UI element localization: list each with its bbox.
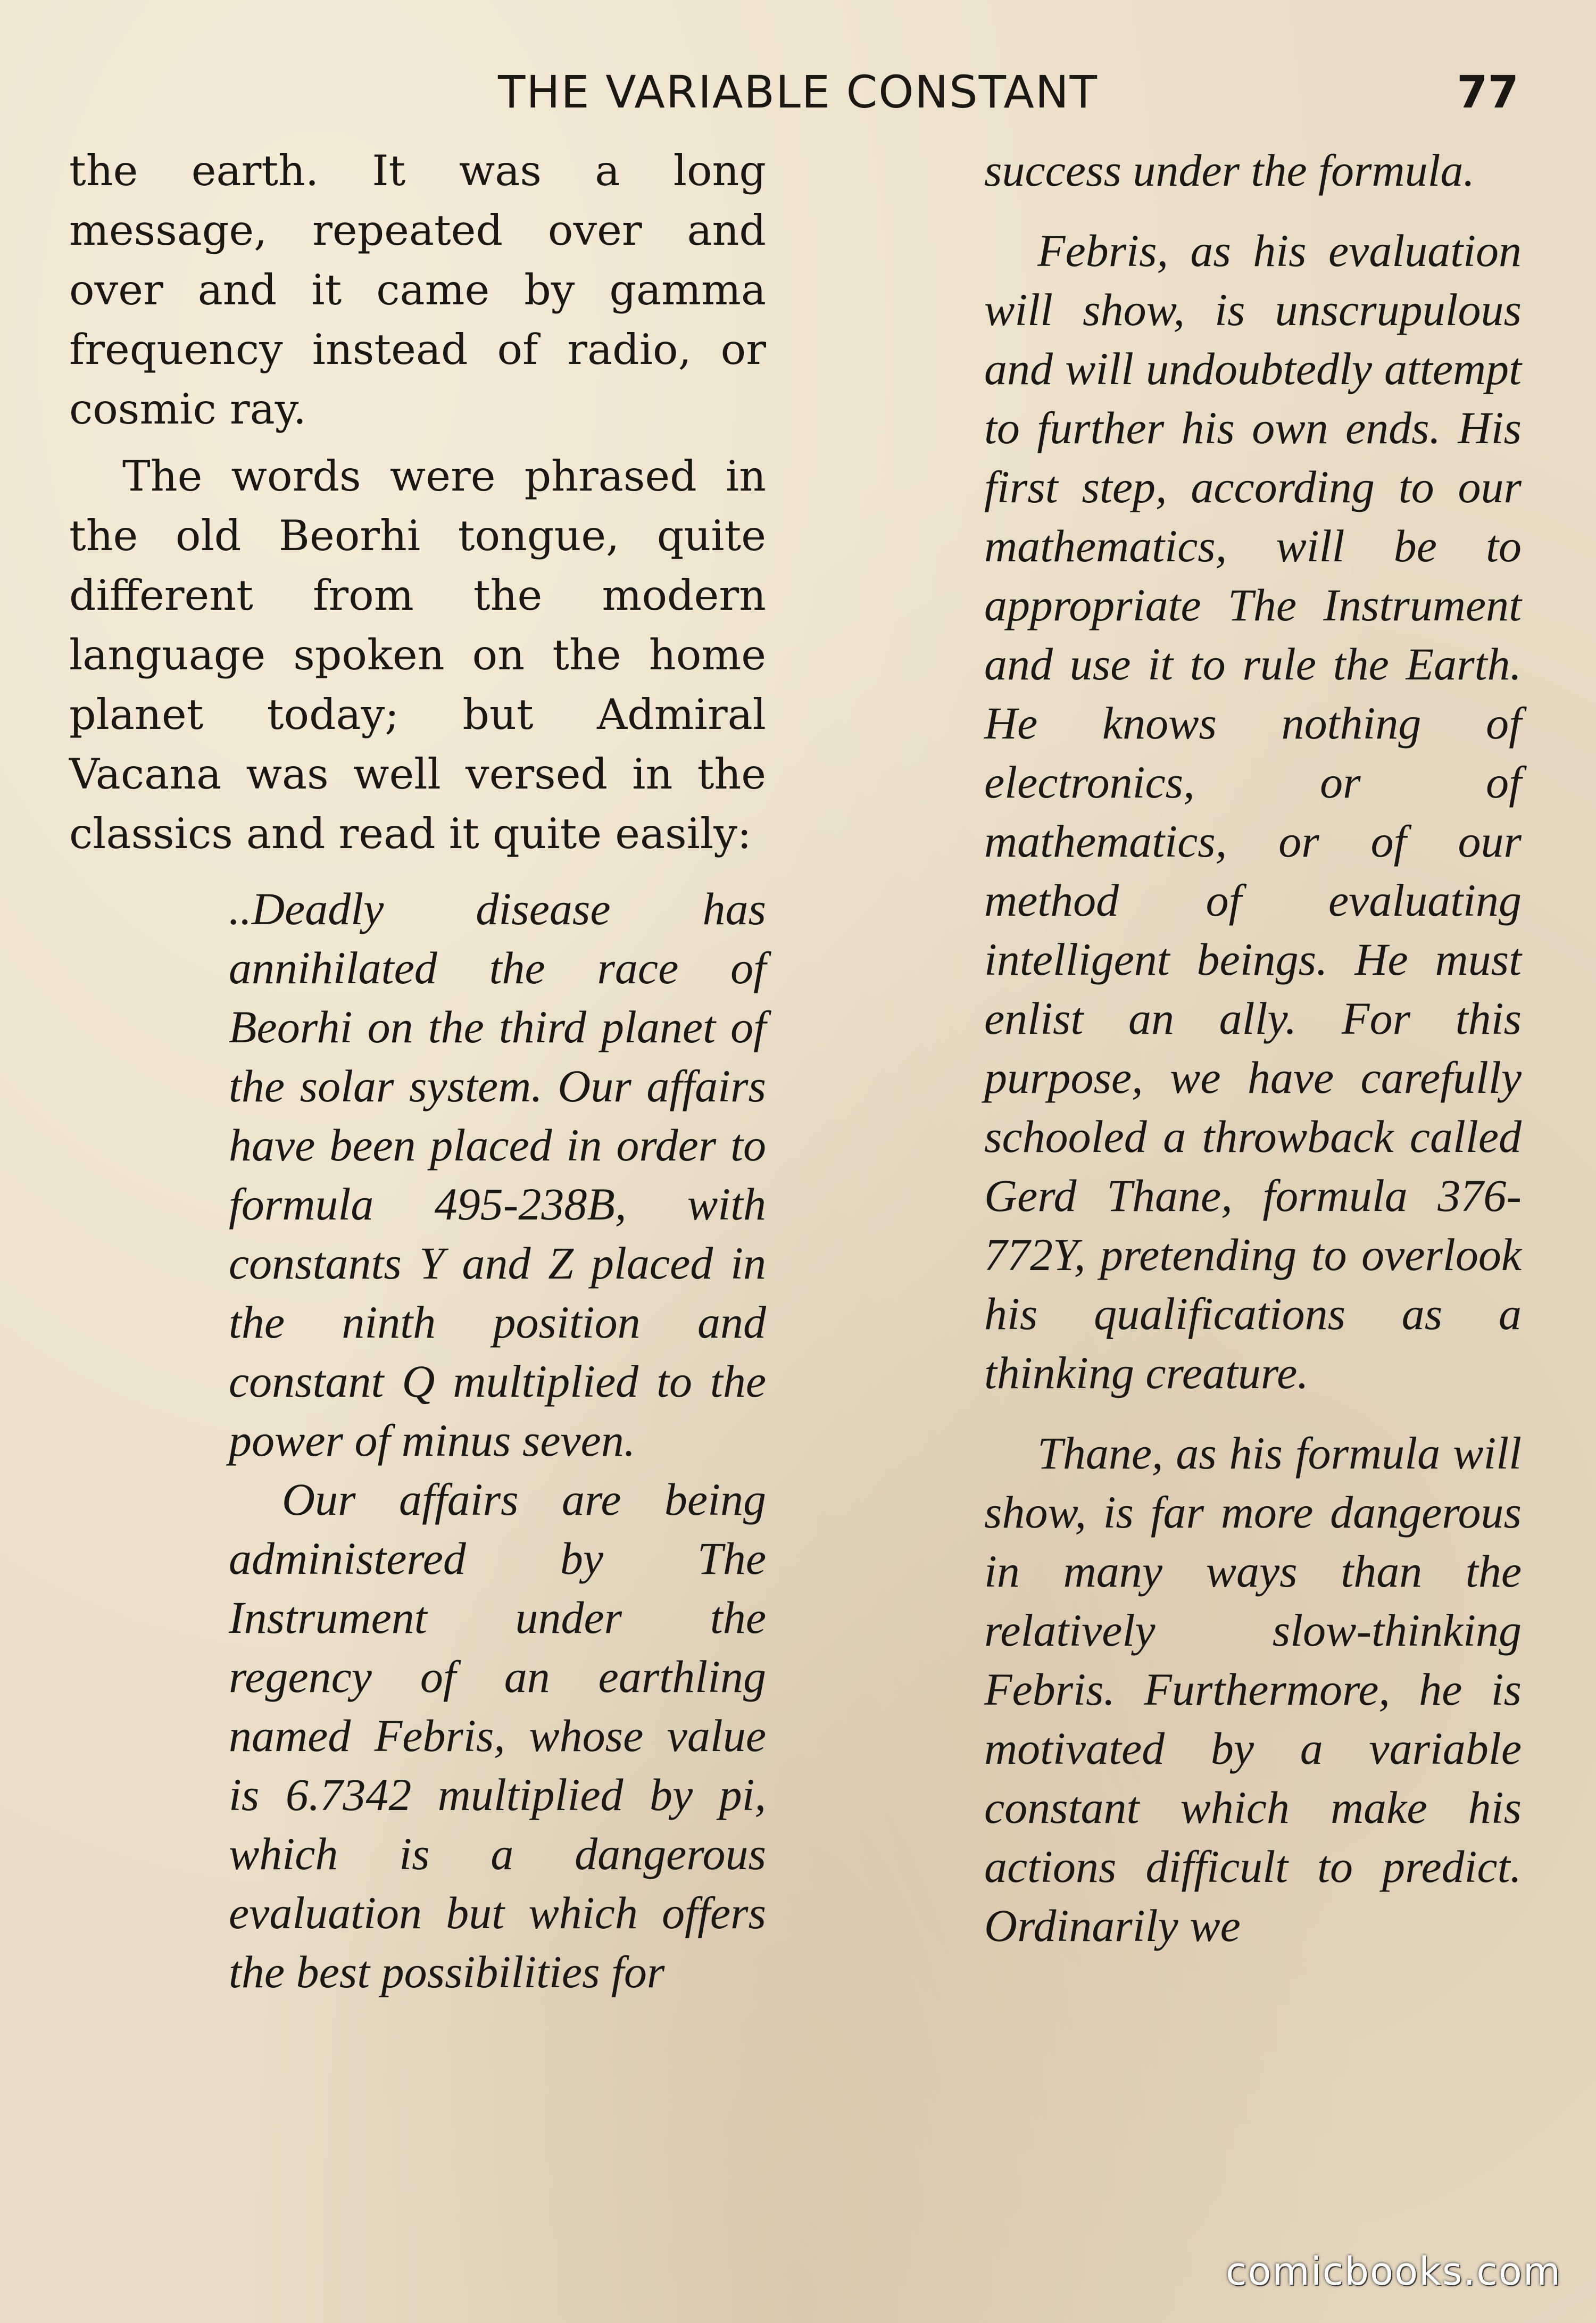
- page-number: 77: [1457, 66, 1519, 118]
- quote-paragraph: Thane, as his formula will show, is far more dangerous in many ways than the relatively slow-thinking Febris. Furthermore, he is motivated by a variable constant which make his actions difficult to predict. Ordinarily we: [984, 1428, 1522, 1951]
- body-paragraph: The words were phrased in the old Beorhi tongue, quite different from the modern language spoken on the home planet today; but Admiral Vacana was well versed in the classics and read it quite easily:: [69, 452, 766, 858]
- source-watermark: comicbooks.com: [1225, 2249, 1561, 2294]
- quote-paragraph: Our affairs are being administered by The Instrument under the regency of an earthling named Febris, whose value is 6.7342 multiplied by pi, which is a dangerous evaluation but which offers the best possibilities for: [229, 1474, 766, 1997]
- body-paragraph: the earth. It was a long message, repeated over and over and it came by gamma frequency instead of radio, or cosmic ray.: [69, 146, 766, 434]
- quote-paragraph: Febris, as his evaluation will show, is unscrupulous and will undoubtedly attempt to further his own ends. His first step, according to our mathematics, will be to appropriate The Instrument and use it to rule the Earth. He knows nothing of electronics, or of mathematics, or of our method of evaluating intelligent beings. He must enlist an ally. For this purpose, we have carefully schooled a throwback called Gerd Thane, formula 376-772Y, pretending to overlook his qualifications as a thinking creature.: [984, 225, 1522, 1398]
- running-header: [69, 63, 1527, 121]
- left-column: [69, 141, 766, 2002]
- quote-paragraph: success under the formula.: [984, 145, 1475, 196]
- quote-paragraph: ..Deadly disease has annihilated the race of Beorhi on the third planet of the solar system. Our affairs have been placed in order to formula 495-238B, with constants Y and Z placed in the ninth position and constant Q multiplied to the power of minus seven.: [229, 883, 766, 1466]
- message-quote-block: [229, 880, 766, 2002]
- running-title: THE VARIABLE CONSTANT: [498, 66, 1098, 118]
- right-column: [984, 141, 1522, 1955]
